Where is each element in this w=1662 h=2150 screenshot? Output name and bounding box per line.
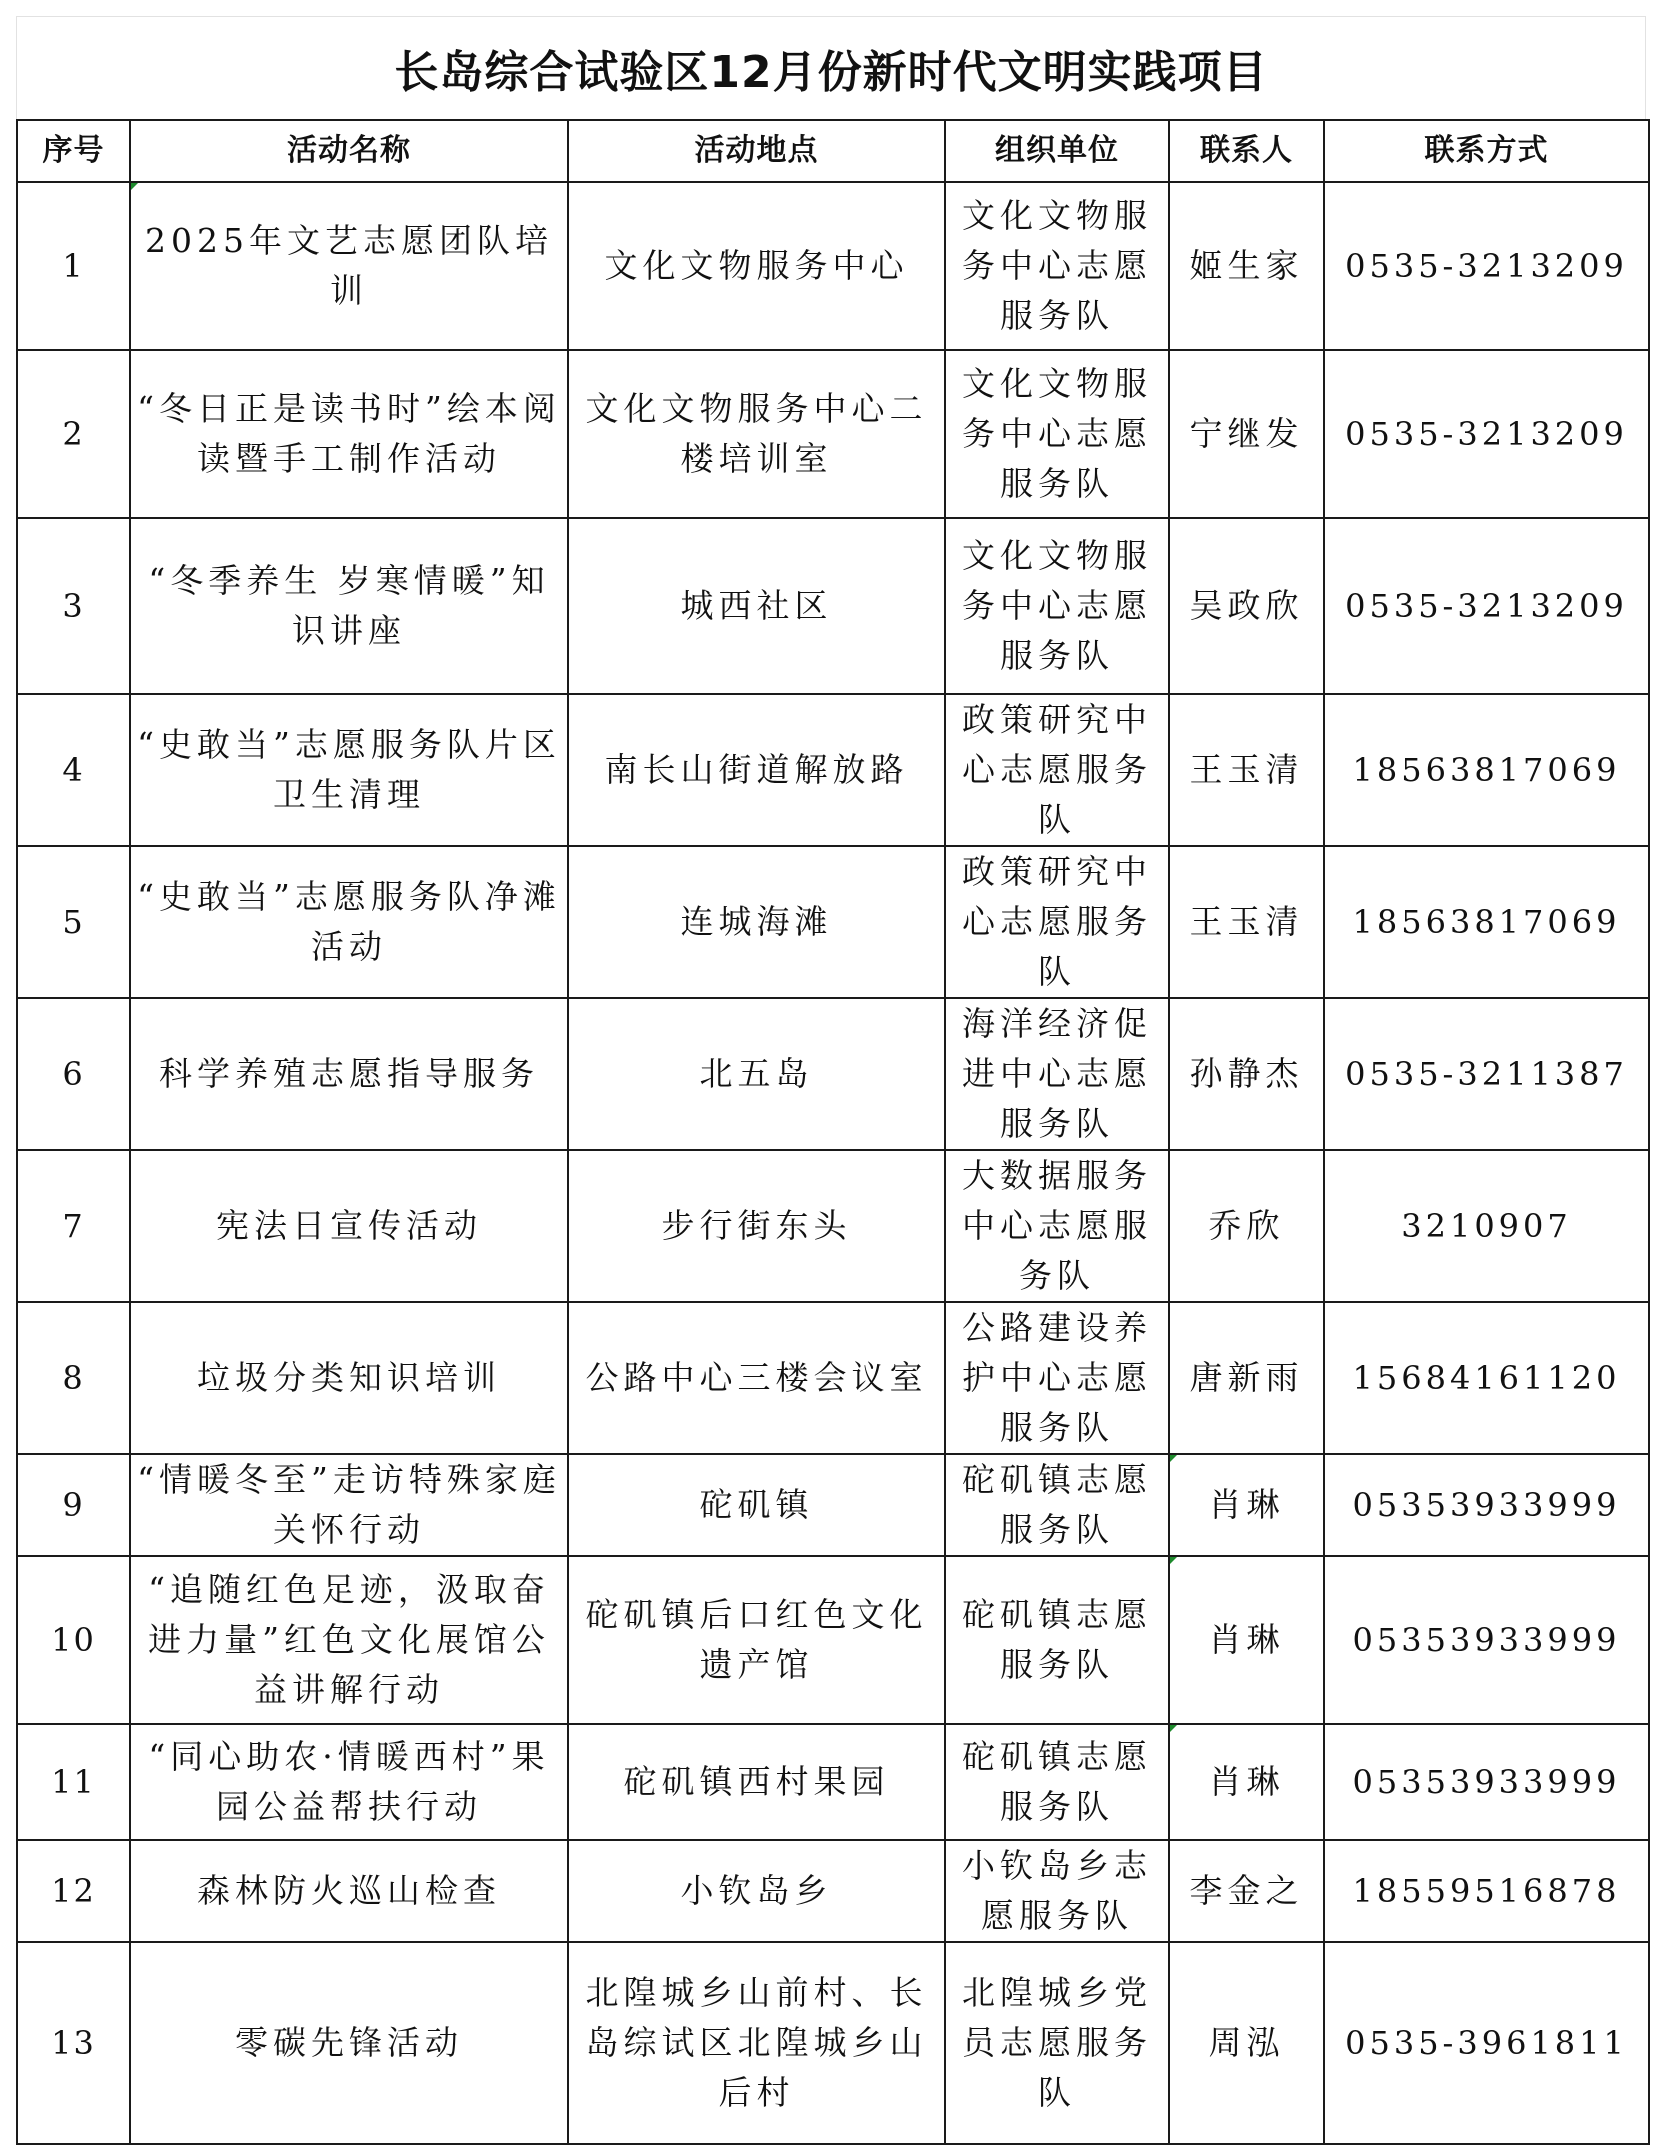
table-row (17, 1942, 1649, 2144)
cell-location: 北隍城乡山前村、长岛综试区北隍城乡山后村 (568, 1942, 945, 2144)
cell-organizer: 小钦岛乡志愿服务队 (945, 1840, 1169, 1942)
cell-location: 小钦岛乡 (568, 1840, 945, 1942)
cell-name: 垃圾分类知识培训 (130, 1302, 568, 1454)
table-row (17, 182, 1649, 350)
cell-organizer: 公路建设养护中心志愿服务队 (945, 1302, 1169, 1454)
cell-phone: 0535-3213209 (1324, 350, 1649, 518)
cell-location: 砣矶镇西村果园 (568, 1724, 945, 1840)
cell-index: 4 (17, 694, 130, 846)
cell-organizer: 北隍城乡党员志愿服务队 (945, 1942, 1169, 2144)
cell-phone: 18563817069 (1324, 846, 1649, 998)
cell-index: 10 (17, 1556, 130, 1724)
cell-name: 宪法日宣传活动 (130, 1150, 568, 1302)
title-box (16, 16, 1646, 119)
table-row (17, 694, 1649, 846)
cell-location: 北五岛 (568, 998, 945, 1150)
cell-index: 3 (17, 518, 130, 694)
cell-contact: 王玉清 (1169, 846, 1324, 998)
cell-location: 步行街东头 (568, 1150, 945, 1302)
cell-contact: 李金之 (1169, 1840, 1324, 1942)
table-row (17, 1840, 1649, 1942)
cell-phone: 05353933999 (1324, 1556, 1649, 1724)
cell-organizer: 政策研究中心志愿服务队 (945, 694, 1169, 846)
table-row (17, 518, 1649, 694)
header-organizer: 组织单位 (945, 120, 1169, 182)
cell-phone: 18563817069 (1324, 694, 1649, 846)
cell-organizer: 文化文物服务中心志愿服务队 (945, 182, 1169, 350)
cell-location: 南长山街道解放路 (568, 694, 945, 846)
cell-organizer: 砣矶镇志愿服务队 (945, 1454, 1169, 1556)
cell-contact: 周泓 (1169, 1942, 1324, 2144)
cell-name: “史敢当”志愿服务队净滩活动 (130, 846, 568, 998)
cell-location: 文化文物服务中心 (568, 182, 945, 350)
cell-name: 2025年文艺志愿团队培训 (130, 182, 568, 350)
cell-index: 8 (17, 1302, 130, 1454)
cell-organizer: 文化文物服务中心志愿服务队 (945, 350, 1169, 518)
cell-index: 13 (17, 1942, 130, 2144)
cell-name: “追随红色足迹，汲取奋进力量”红色文化展馆公益讲解行动 (130, 1556, 568, 1724)
cell-contact: 肖琳 (1169, 1454, 1324, 1556)
table-row (17, 1150, 1649, 1302)
cell-name: 零碳先锋活动 (130, 1942, 568, 2144)
cell-contact: 姬生家 (1169, 182, 1324, 350)
cell-organizer: 政策研究中心志愿服务队 (945, 846, 1169, 998)
cell-phone: 0535-3961811 (1324, 1942, 1649, 2144)
cell-name: “情暖冬至”走访特殊家庭关怀行动 (130, 1454, 568, 1556)
cell-index: 2 (17, 350, 130, 518)
cell-phone: 05353933999 (1324, 1724, 1649, 1840)
cell-name: 科学养殖志愿指导服务 (130, 998, 568, 1150)
cell-contact: 肖琳 (1169, 1724, 1324, 1840)
cell-location: 连城海滩 (568, 846, 945, 998)
cell-name: “冬季养生 岁寒情暖”知识讲座 (130, 518, 568, 694)
cell-contact: 孙静杰 (1169, 998, 1324, 1150)
table-row (17, 1724, 1649, 1840)
cell-location: 砣矶镇 (568, 1454, 945, 1556)
cell-index: 9 (17, 1454, 130, 1556)
header-row (17, 120, 1649, 182)
table-row (17, 1454, 1649, 1556)
cell-name: “史敢当”志愿服务队片区卫生清理 (130, 694, 568, 846)
project-table (16, 119, 1650, 2145)
cell-location: 公路中心三楼会议室 (568, 1302, 945, 1454)
cell-organizer: 砣矶镇志愿服务队 (945, 1556, 1169, 1724)
cell-name: “冬日正是读书时”绘本阅读暨手工制作活动 (130, 350, 568, 518)
cell-contact: 吴政欣 (1169, 518, 1324, 694)
header-index: 序号 (17, 120, 130, 182)
cell-phone: 0535-3213209 (1324, 518, 1649, 694)
cell-phone: 0535-3211387 (1324, 998, 1649, 1150)
cell-phone: 3210907 (1324, 1150, 1649, 1302)
cell-contact: 宁继发 (1169, 350, 1324, 518)
cell-contact: 王玉清 (1169, 694, 1324, 846)
cell-contact: 乔欣 (1169, 1150, 1324, 1302)
header-phone: 联系方式 (1324, 120, 1649, 182)
cell-organizer: 砣矶镇志愿服务队 (945, 1724, 1169, 1840)
table-row (17, 1556, 1649, 1724)
cell-location: 砣矶镇后口红色文化遗产馆 (568, 1556, 945, 1724)
cell-index: 6 (17, 998, 130, 1150)
table-row (17, 1302, 1649, 1454)
table-row (17, 846, 1649, 998)
cell-organizer: 文化文物服务中心志愿服务队 (945, 518, 1169, 694)
cell-name: “同心助农·情暖西村”果园公益帮扶行动 (130, 1724, 568, 1840)
cell-location: 城西社区 (568, 518, 945, 694)
cell-index: 7 (17, 1150, 130, 1302)
cell-index: 5 (17, 846, 130, 998)
cell-contact: 肖琳 (1169, 1556, 1324, 1724)
cell-organizer: 大数据服务中心志愿服务队 (945, 1150, 1169, 1302)
cell-contact: 唐新雨 (1169, 1302, 1324, 1454)
table-row (17, 998, 1649, 1150)
page-title: 长岛综合试验区12月份新时代文明实践项目 (394, 47, 1268, 98)
cell-phone: 0535-3213209 (1324, 182, 1649, 350)
cell-index: 1 (17, 182, 130, 350)
cell-name: 森林防火巡山检查 (130, 1840, 568, 1942)
cell-phone: 05353933999 (1324, 1454, 1649, 1556)
cell-index: 12 (17, 1840, 130, 1942)
cell-location: 文化文物服务中心二楼培训室 (568, 350, 945, 518)
header-location: 活动地点 (568, 120, 945, 182)
table-row (17, 350, 1649, 518)
cell-phone: 15684161120 (1324, 1302, 1649, 1454)
header-name: 活动名称 (130, 120, 568, 182)
sheet (16, 16, 1646, 2145)
cell-phone: 18559516878 (1324, 1840, 1649, 1942)
cell-index: 11 (17, 1724, 130, 1840)
cell-organizer: 海洋经济促进中心志愿服务队 (945, 998, 1169, 1150)
header-contact: 联系人 (1169, 120, 1324, 182)
